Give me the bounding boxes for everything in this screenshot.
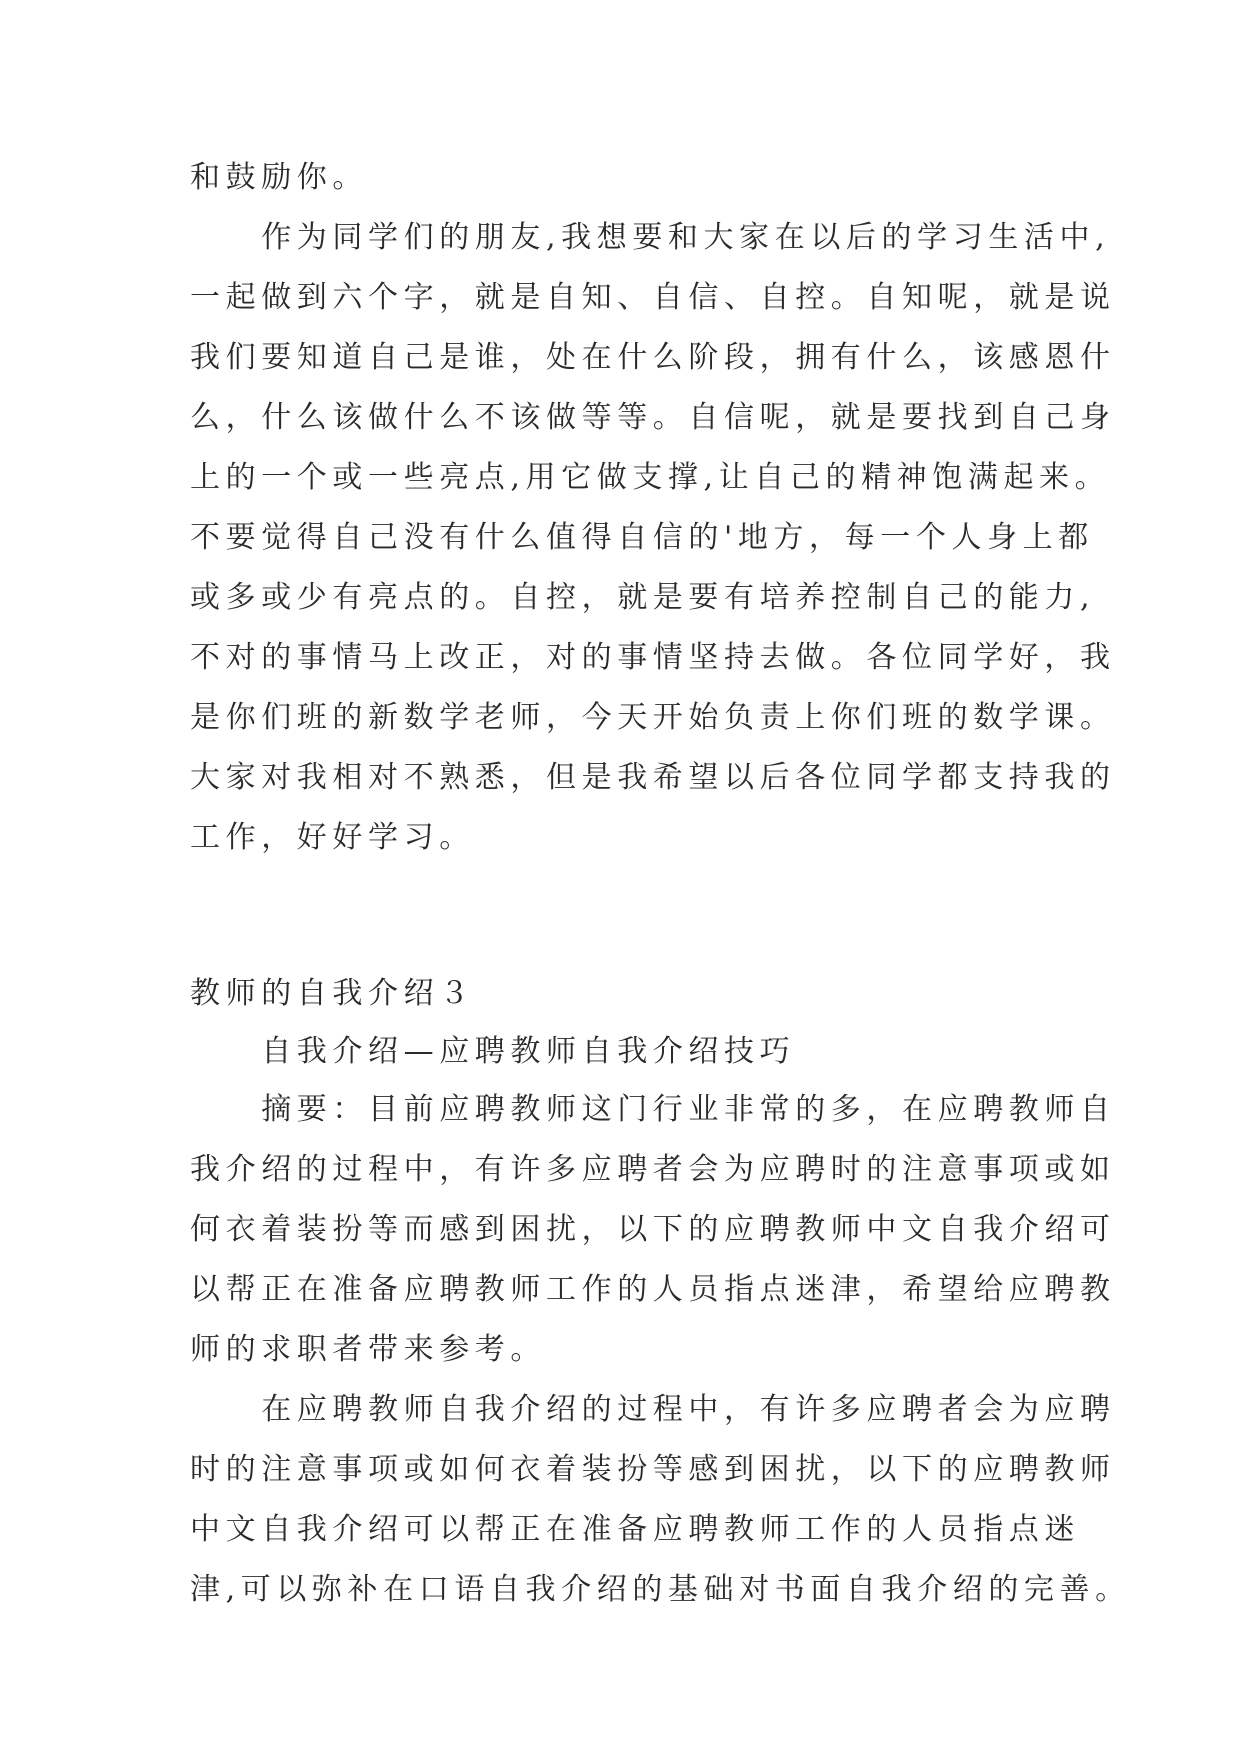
section-title: 教师的自我介绍３ — [190, 976, 475, 1011]
text-line: 么，什么该做什么不该做等等。自信呢，就是要找到自己身 — [190, 400, 1116, 435]
text-line: 何衣着装扮等而感到困扰，以下的应聘教师中文自我介绍可 — [190, 1212, 1116, 1247]
text-line: 我介绍的过程中，有许多应聘者会为应聘时的注意事项或如 — [190, 1152, 1116, 1187]
text-line: 作为同学们的朋友,我想要和大家在以后的学习生活中, — [190, 220, 1111, 255]
text-line: 摘要：目前应聘教师这门行业非常的多，在应聘教师自 — [190, 1092, 1116, 1127]
text-line: 我们要知道自己是谁，处在什么阶段，拥有什么，该感恩什 — [190, 340, 1116, 375]
text-line: 是你们班的新数学老师，今天开始负责上你们班的数学课。 — [190, 700, 1116, 735]
section-spacer — [190, 880, 1050, 976]
text-line: 以帮正在准备应聘教师工作的人员指点迷津，希望给应聘教 — [190, 1272, 1116, 1307]
text-line: 和鼓励你。 — [190, 160, 368, 195]
section-subtitle: 自我介绍—应聘教师自我介绍技巧 — [190, 1034, 796, 1069]
text-line: 不要觉得自己没有什么值得自信的'地方，每一个人身上都 — [190, 520, 1094, 555]
text-line: 工作，好好学习。 — [190, 820, 475, 855]
document-body — [190, 160, 1131, 1632]
text-line: 一起做到六个字，就是自知、自信、自控。自知呢，就是说 — [190, 280, 1116, 315]
text-line: 在应聘教师自我介绍的过程中，有许多应聘者会为应聘 — [190, 1392, 1116, 1427]
paragraph-abstract — [190, 1092, 1116, 1392]
paragraph-friend-intro — [190, 220, 1116, 880]
text-line: 津,可以弥补在口语自我介绍的基础对书面自我介绍的完善。 — [190, 1572, 1131, 1607]
text-line: 大家对我相对不熟悉，但是我希望以后各位同学都支持我的 — [190, 760, 1116, 795]
paragraph-closing — [190, 160, 1050, 220]
text-line: 不对的事情马上改正，对的事情坚持去做。各位同学好，我 — [190, 640, 1116, 675]
text-line: 时的注意事项或如何衣着装扮等感到困扰，以下的应聘教师 — [190, 1452, 1116, 1487]
text-line: 或多或少有亮点的。自控，就是要有培养控制自己的能力, — [190, 580, 1096, 615]
text-line: 师的求职者带来参考。 — [190, 1332, 546, 1367]
paragraph-body — [190, 1392, 1131, 1632]
text-line: 上的一个或一些亮点,用它做支撑,让自己的精神饱满起来。 — [190, 460, 1111, 495]
text-line: 中文自我介绍可以帮正在准备应聘教师工作的人员指点迷 — [190, 1512, 1080, 1547]
